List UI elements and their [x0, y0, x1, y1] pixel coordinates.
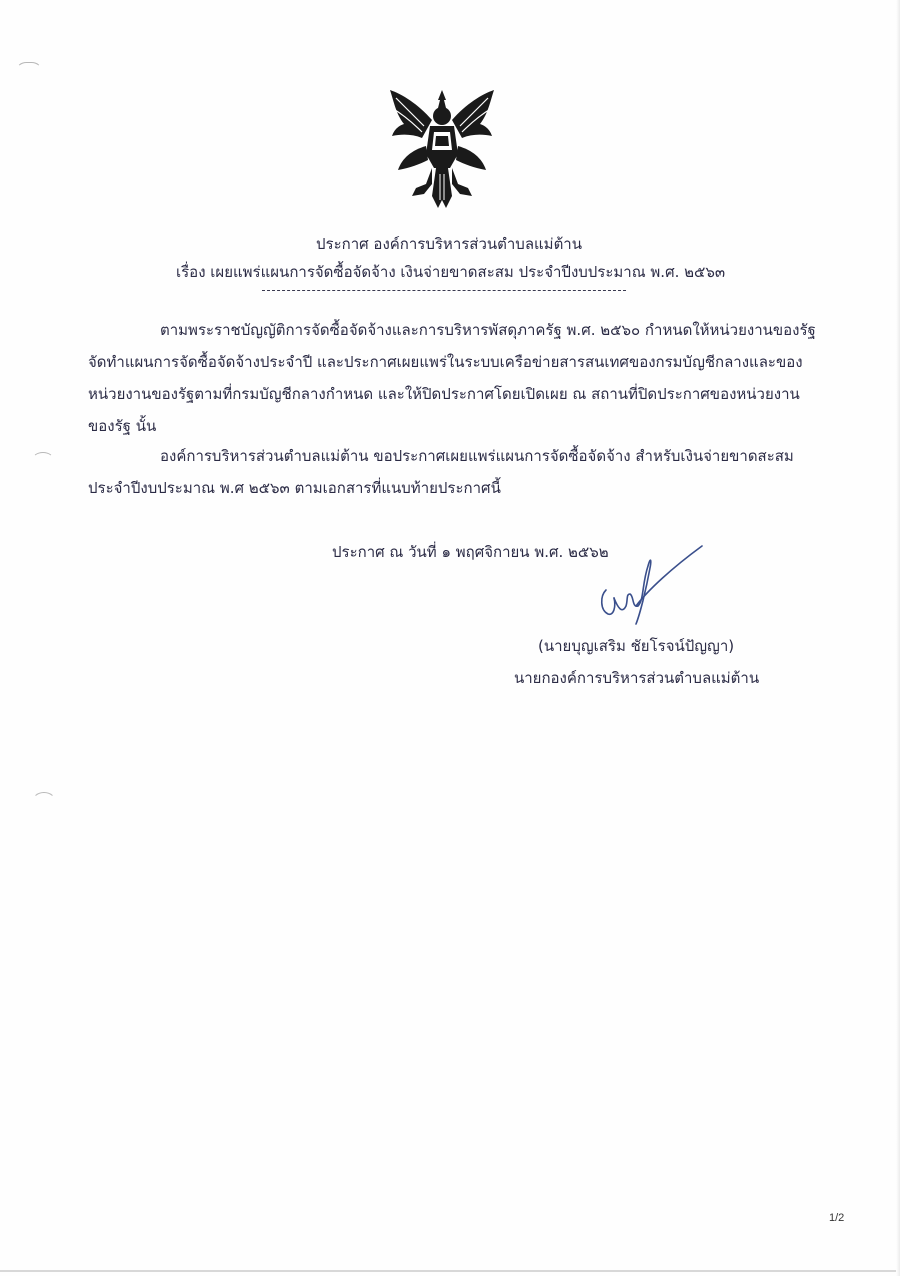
signer-position: นายกองค์การบริหารส่วนตำบลแม่ต้าน — [514, 669, 760, 687]
scan-artifact — [32, 452, 54, 468]
garuda-emblem-icon — [382, 84, 502, 212]
page-right-edge — [896, 0, 900, 1276]
paragraph1-line4: ของรัฐ นั้น — [88, 417, 157, 435]
page-bottom-edge — [0, 1270, 900, 1272]
announcement-date: ประกาศ ณ วันที่ ๑ พฤศจิกายน พ.ศ. ๒๕๖๒ — [332, 543, 609, 561]
signer-name: (นายบุญเสริม ชัยโรจน์ปัญญา) — [538, 637, 735, 655]
paragraph1-line1: ตามพระราชบัญญัติการจัดซื้อจัดจ้างและการบริหารพัสดุภาครัฐ พ.ศ. ๒๕๖๐ กำหนดให้หน่วยงานของรัฐ — [160, 321, 816, 339]
title-separator — [262, 290, 626, 291]
paragraph1-line3: หน่วยงานของรัฐตามที่กรมบัญชีกลางกำหนด และให้ปิดประกาศโดยเปิดเผย ณ สถานที่ปิดประกาศของหน่วยงาน — [88, 385, 800, 403]
scan-artifact — [16, 62, 42, 84]
announcement-title: ประกาศ องค์การบริหารส่วนตำบลแม่ต้าน — [316, 235, 582, 253]
paragraph2-line2: ประจำปีงบประมาณ พ.ศ ๒๕๖๓ ตามเอกสารที่แนบท้ายประกาศนี้ — [88, 479, 501, 497]
handwritten-signature-icon — [592, 544, 712, 644]
page-number: 1/2 — [829, 1212, 845, 1224]
paragraph1-line2: จัดทำแผนการจัดซื้อจัดจ้างประจำปี และประกาศเผยแพร่ในระบบเครือข่ายสารสนเทศของกรมบัญชีกลางและของ — [88, 353, 803, 371]
paragraph2-line1: องค์การบริหารส่วนตำบลแม่ต้าน ขอประกาศเผยแพร่แผนการจัดซื้อจัดจ้าง สำหรับเงินจ่ายขาดสะสม — [160, 447, 794, 465]
scan-artifact — [32, 792, 56, 812]
announcement-subject: เรื่อง เผยแพร่แผนการจัดซื้อจัดจ้าง เงินจ่ายขาดสะสม ประจำปีงบประมาณ พ.ศ. ๒๕๖๓ — [176, 263, 726, 281]
